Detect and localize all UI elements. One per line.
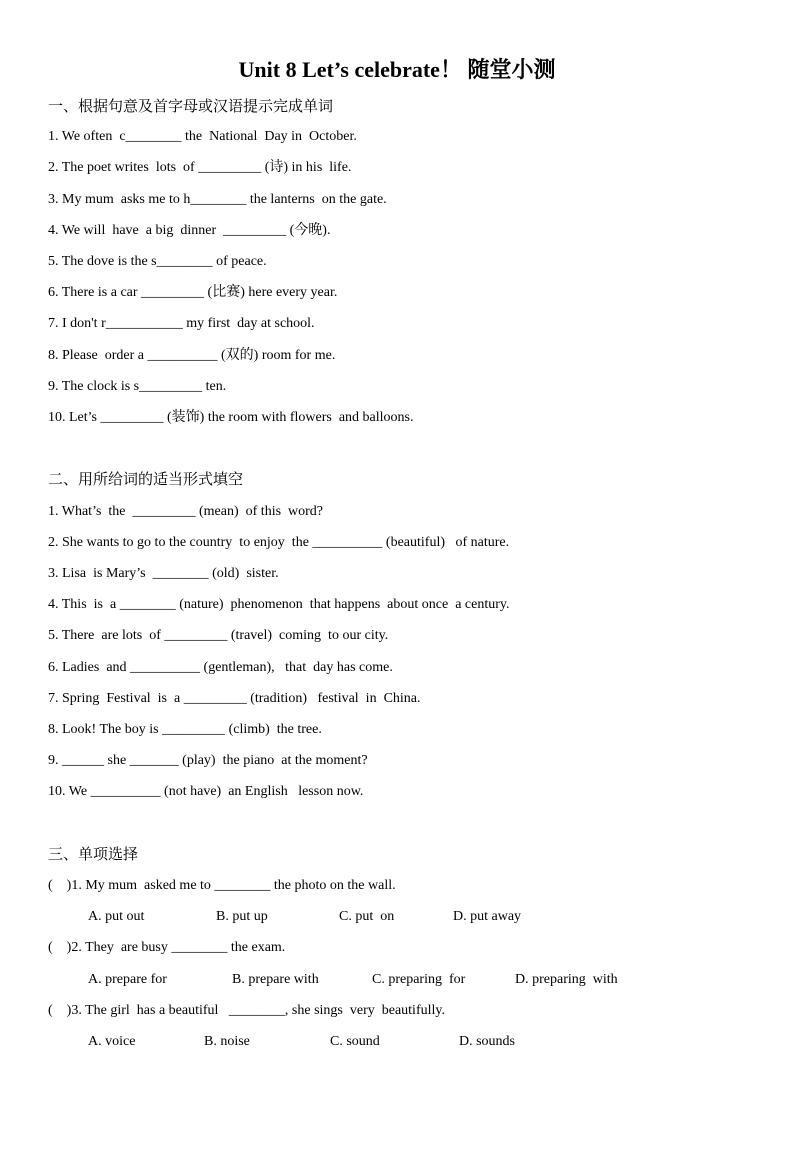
section2-item: 6. Ladies and __________ (gentleman), that day has come. (48, 660, 393, 675)
option-c: C. preparing for (372, 972, 466, 987)
option-d: D. sounds (459, 1034, 516, 1049)
option-d: D. preparing with (515, 972, 618, 987)
section2-item: 10. We __________ (not have) an English lesson now. (48, 784, 364, 799)
section1-item: 8. Please order a __________ (双的) room for me. (48, 348, 336, 363)
page-title: Unit 8 Let’s celebrate！ 随堂小测 (238, 57, 556, 82)
option-b: B. prepare with (232, 972, 319, 987)
section1-item: 5. The dove is the s________ of peace. (48, 254, 267, 269)
section2-item: 1. What’s the _________ (mean) of this word? (48, 504, 324, 519)
section2-item: 8. Look! The boy is _________ (climb) the tree. (48, 722, 322, 737)
section2-item: 2. She wants to go to the country to enjoy the __________ (beautiful) of nature. (48, 535, 510, 550)
option-c: C. sound (330, 1034, 380, 1049)
section1-item: 6. There is a car _________ (比赛) here every year. (48, 285, 338, 300)
section2-item: 3. Lisa is Mary’s ________ (old) sister. (48, 566, 279, 581)
question-stem: ( )1. My mum asked me to ________ the photo on the wall. (48, 878, 396, 893)
option-a: A. prepare for (88, 972, 167, 987)
option-d: D. put away (453, 909, 522, 924)
option-a: A. put out (88, 909, 145, 924)
section2-heading: 二、用所给词的适当形式填空 (48, 470, 244, 488)
section1-item: 1. We often c________ the National Day in October. (48, 129, 357, 144)
section1-item: 9. The clock is s_________ ten. (48, 379, 227, 394)
section2-item: 5. There are lots of _________ (travel) coming to our city. (48, 628, 389, 643)
section1-item: 4. We will have a big dinner _________ (今晚). (48, 223, 331, 238)
section3-heading: 三、单项选择 (48, 845, 139, 863)
question-options (88, 1032, 516, 1152)
section2-item: 7. Spring Festival is a _________ (tradition) festival in China. (48, 691, 421, 706)
option-b: B. noise (204, 1034, 250, 1049)
option-c: C. put on (339, 909, 395, 924)
question-stem: ( )3. The girl has a beautiful ________, she sings very beautifully. (48, 1003, 445, 1018)
section2-item: 4. This is a ________ (nature) phenomenon that happens about once a century. (48, 597, 510, 612)
option-a: A. voice (88, 1034, 136, 1049)
section2-item: 9. ______ she _______ (play) the piano at the moment? (48, 753, 368, 768)
section1-item: 2. The poet writes lots of _________ (诗) in his life. (48, 160, 352, 175)
question-stem: ( )2. They are busy ________ the exam. (48, 940, 286, 955)
section1-heading: 一、根据句意及首字母或汉语提示完成单词 (48, 97, 334, 115)
section1-item: 7. I don't r___________ my first day at school. (48, 316, 315, 331)
section1-item: 3. My mum asks me to h________ the lanterns on the gate. (48, 192, 387, 207)
section1-item: 10. Let’s _________ (装饰) the room with flowers and balloons. (48, 410, 414, 425)
option-b: B. put up (216, 909, 268, 924)
